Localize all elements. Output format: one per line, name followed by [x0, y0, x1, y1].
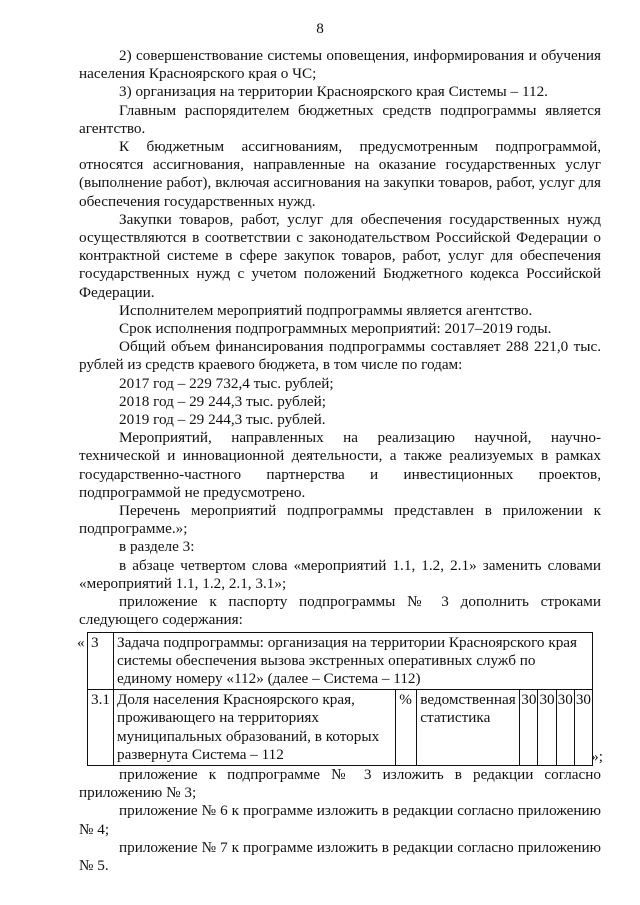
task-text: Задача подпрограммы: организация на территории Красноярского края системы обеспечения вызова экстренных оперативных служб по единому номеру «112» (далее – Система – 112): [113, 632, 592, 690]
paragraph: Главным распорядителем бюджетных средств подпрограммы является агентство.: [79, 101, 601, 137]
paragraphs-before: [79, 47, 601, 630]
task-number: 3: [88, 632, 114, 690]
indicator-value: 30: [538, 690, 556, 766]
indicator-table: [87, 632, 593, 766]
paragraph: приложение к паспорту подпрограммы № 3 дополнить строками следующего содержания:: [79, 593, 601, 629]
paragraph: приложение № 6 к программе изложить в редакции согласно приложению № 4;: [79, 802, 601, 838]
paragraph: 2) совершенствование системы оповещения, информирования и обучения населения Красноярского края о ЧС;: [79, 47, 601, 83]
document-body: [79, 47, 601, 875]
paragraph: 3) организация на территории Красноярского края Системы – 112.: [119, 83, 548, 101]
paragraph: Мероприятий, направленных на реализацию научной, научно-технической и инновационной деятельности, а также реализуемых в рамках государственно-частного партнерства и инвестиционных проектов, подпрограммой не предусмотрено.: [79, 429, 601, 501]
paragraph: 2019 год – 29 244,3 тыс. рублей.: [119, 411, 326, 429]
indicator-value: 30: [520, 690, 538, 766]
indicator-row: [88, 690, 593, 766]
indicator-number: 3.1: [88, 690, 114, 766]
indicator-source: ведомственная статистика: [417, 690, 520, 766]
indicator-value: 30: [556, 690, 574, 766]
paragraph: Исполнителем мероприятий подпрограммы является агентство.: [119, 301, 533, 319]
paragraph: К бюджетным ассигнованиям, предусмотренным подпрограммой, относятся ассигнования, направленные на оказание государственных услуг (выполнение работ), включая ассигнования на закупки товаров, работ, услуг для обеспечения государственных нужд.: [79, 138, 601, 210]
indicator-name: Доля населения Красноярского края, проживающего на территориях муниципальных образований, в которых развернута Система – 112: [113, 690, 395, 766]
table-open-quote: «: [77, 633, 85, 651]
paragraph: Общий объем финансирования подпрограммы составляет 288 221,0 тыс. рублей из средств краевого бюджета, в том числе по годам:: [79, 338, 601, 374]
paragraph: приложение № 7 к программе изложить в редакции согласно приложению № 5.: [79, 838, 601, 874]
paragraph: 2017 год – 229 732,4 тыс. рублей;: [119, 374, 334, 392]
indicator-value: 30: [574, 690, 592, 766]
table-close-quote: »;: [591, 747, 603, 765]
paragraph: приложение к подпрограмме № 3 изложить в редакции согласно приложению № 3;: [79, 765, 601, 802]
paragraph: в разделе 3:: [119, 538, 195, 556]
indicator-unit: %: [396, 690, 417, 766]
task-row: [88, 632, 593, 690]
paragraph: в абзаце четвертом слова «мероприятий 1.1, 1.2, 2.1» заменить словами «мероприятий 1.1, 1.2, 2.1, 3.1»;: [79, 556, 601, 592]
paragraph: Закупки товаров, работ, услуг для обеспечения государственных нужд осуществляются в соответствии с законодательством Российской Федерации о контрактной системе в сфере закупок товаров, работ, услуг для обеспечения государственных нужд с учетом положений Бюджетного кодекса Российской Федерации.: [79, 210, 601, 301]
paragraphs-after: [79, 766, 601, 875]
indicator-table-wrapper: [79, 632, 601, 766]
paragraph: Перечень мероприятий подпрограммы представлен в приложении к подпрограмме.»;: [79, 502, 601, 538]
paragraph: 2018 год – 29 244,3 тыс. рублей;: [119, 392, 327, 410]
paragraph: Срок исполнения подпрограммных мероприятий: 2017–2019 годы.: [119, 320, 552, 338]
page-number: 8: [316, 20, 324, 37]
